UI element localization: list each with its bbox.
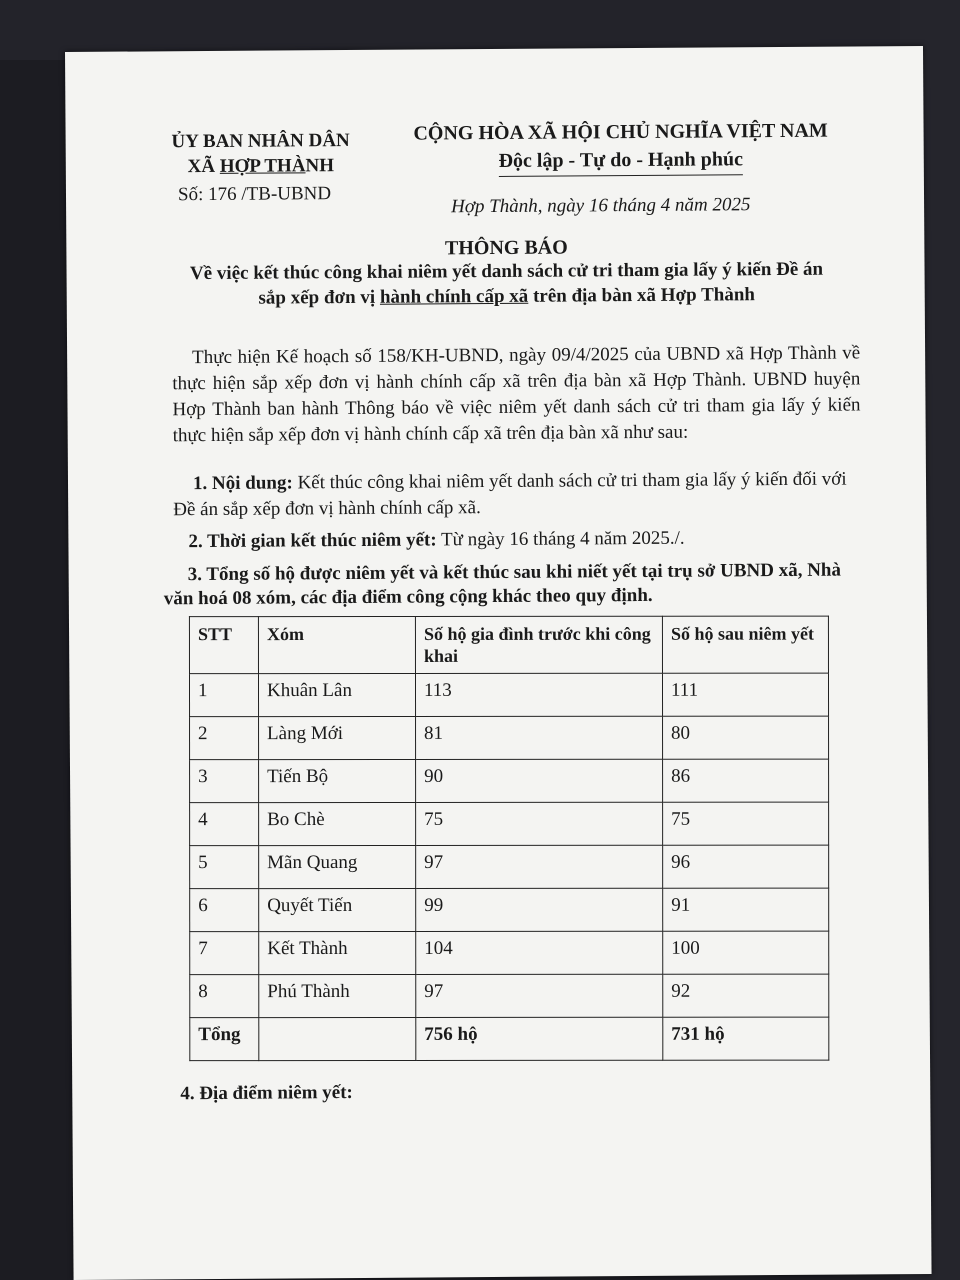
- cell-hamlet: Khuân Lân: [258, 673, 415, 716]
- section-1-label: 1. Nội dung:: [192, 472, 293, 495]
- place-date: Hợp Thành, ngày 16 tháng 4 năm 2025: [451, 194, 751, 218]
- subtitle-line-2-underlined: hành chính cấp xã: [379, 285, 529, 308]
- document-subtitle: [126, 256, 886, 311]
- section-2-text: Từ ngày 16 tháng 4 năm 2025./.: [436, 527, 685, 551]
- col-stt: STT: [189, 617, 258, 674]
- cell-stt: 3: [190, 760, 259, 803]
- document-page: [65, 46, 932, 1280]
- cell-after: 100: [663, 931, 829, 974]
- subtitle-line-2: [127, 281, 887, 311]
- national-motto: Độc lập - Tự do - Hạnh phúc: [498, 145, 743, 177]
- cell-stt: 6: [190, 889, 259, 932]
- table-row: [190, 716, 829, 760]
- table-row: [190, 888, 829, 932]
- cell-after: 75: [663, 802, 829, 845]
- intro-paragraph: [172, 340, 861, 449]
- org-line-2-suffix: NH: [305, 155, 335, 177]
- cell-before: 104: [416, 931, 663, 974]
- section-2: [188, 524, 876, 555]
- cell-before: 97: [416, 845, 663, 888]
- cell-before: 97: [416, 974, 663, 1017]
- cell-hamlet: Quyết Tiến: [259, 888, 416, 931]
- table-row: [189, 673, 828, 717]
- subtitle-line-2-suffix: trên địa bàn xã Hợp Thành: [528, 284, 755, 307]
- cell-after: 111: [662, 673, 828, 716]
- section-1: [173, 466, 861, 523]
- cell-hamlet: Bo Chè: [259, 802, 416, 845]
- org-line-2-underlined: HỢP THÀ: [219, 155, 306, 177]
- national-header: [405, 117, 835, 178]
- table-row: [190, 759, 829, 803]
- cell-after: 96: [663, 845, 829, 888]
- cell-stt: 4: [190, 803, 259, 846]
- col-hamlet: Xóm: [258, 616, 415, 673]
- cell-stt: 7: [190, 932, 259, 975]
- cell-total-before: 756 hộ: [416, 1017, 663, 1060]
- cell-hamlet: Phú Thành: [259, 974, 416, 1017]
- cell-hamlet: Tiến Bộ: [259, 759, 416, 802]
- cell-before: 75: [416, 802, 663, 845]
- cell-after: 91: [663, 888, 829, 931]
- document-title: THÔNG BÁO: [444, 236, 568, 260]
- cell-before: 90: [416, 759, 663, 802]
- cell-before: 113: [415, 673, 662, 716]
- cell-stt: 1: [189, 674, 258, 717]
- table-row: [190, 931, 829, 975]
- table-row: [190, 802, 829, 846]
- col-before: Số hộ gia đình trước khi công khai: [415, 616, 662, 673]
- cell-after: 80: [663, 716, 829, 759]
- nation-name: CỘNG HÒA XÃ HỘI CHỦ NGHĨA VIỆT NAM: [413, 119, 828, 145]
- cell-stt: 5: [190, 846, 259, 889]
- subtitle-line-1: Về việc kết thúc công khai niêm yết danh sách cử tri tham gia lấy ý kiến Đề án: [189, 258, 824, 285]
- cell-hamlet: Mãn Quang: [259, 845, 416, 888]
- table-row: [190, 845, 829, 889]
- cell-before: 81: [416, 716, 663, 759]
- cell-stt: 2: [190, 717, 259, 760]
- col-after: Số hộ sau niêm yết: [662, 616, 828, 673]
- org-line-2-prefix: XÃ: [187, 155, 220, 178]
- org-line-1: ỦY BAN NHÂN DÂN: [171, 130, 350, 153]
- subtitle-line-2-prefix: sắp xếp đơn vị: [258, 286, 380, 309]
- table-row: [190, 974, 829, 1018]
- section-3-text: 3. Tổng số hộ được niêm yết và kết thúc sau khi niết yết tại trụ sở UBND xã, Nhà văn hoá 08 xóm, các địa điểm công cộng khác theo quy định.: [163, 559, 842, 610]
- issuing-organization: [161, 128, 361, 179]
- table-total-row: [190, 1017, 829, 1061]
- table-header-row: [189, 616, 828, 674]
- cell-total-label: Tổng: [190, 1018, 259, 1061]
- cell-hamlet: Làng Mới: [259, 716, 416, 759]
- cell-before: 99: [416, 888, 663, 931]
- cell-stt: 8: [190, 975, 259, 1018]
- household-table: [189, 616, 829, 1062]
- cell-after: 86: [663, 759, 829, 802]
- section-2-label: 2. Thời gian kết thúc niêm yết:: [188, 529, 437, 553]
- intro-text: Thực hiện Kế hoạch số 158/KH-UBND, ngày 09/4/2025 của UBND xã Hợp Thành về thực hiện sắp xếp đơn vị hành chính cấp xã trên địa bàn xã Hợp Thành. UBND huyện Hợp Thành ban hành Thông báo về việc niêm yết danh sách cử tri tham gia lấy ý kiến thực hiện sắp xếp đơn vị hành chính cấp xã trên địa bàn xã như sau:: [172, 342, 861, 447]
- cell-total-after: 731 hộ: [663, 1017, 829, 1060]
- org-line-2: [161, 153, 361, 179]
- cell-total-empty: [259, 1017, 416, 1060]
- cell-hamlet: Kết Thành: [259, 931, 416, 974]
- cell-after: 92: [663, 974, 829, 1017]
- document-number: Số: 176 /TB-UBND: [177, 183, 332, 206]
- section-3: [164, 558, 869, 611]
- section-1-text: Kết thúc công khai niêm yết danh sách cử tri tham gia lấy ý kiến đối với Đề án sắp xếp đơn vị hành chính cấp xã.: [173, 468, 847, 521]
- section-4: 4. Địa điểm niêm yết:: [180, 1082, 353, 1105]
